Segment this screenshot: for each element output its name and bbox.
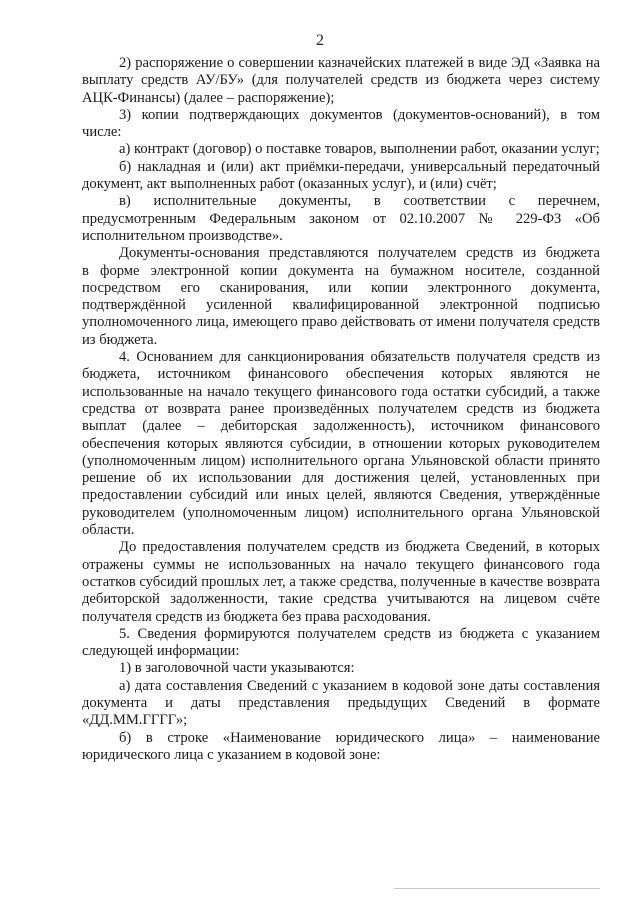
document-body: [82, 55, 600, 764]
paragraph-item-date: а) дата составления Сведений с указанием в кодовой зоне даты составления документа и даты представления предыдущих Сведений в формате «ДД.ММ.ГГГГ»;: [82, 677, 600, 729]
paragraph-supporting-documents: 3) копии подтверждающих документов (документов-оснований), в том числе:: [82, 106, 600, 141]
paragraph-header-part: 1) в заголовочной части указываются:: [119, 660, 355, 677]
paragraph-section-4: 4. Основанием для санкционирования обязательств получателя средств из бюджета, источником финансового обеспечения которых являются не использованные на начало текущего финансового года остатки субсидий, а также средства от возврата ранее произведённых получателем средств из бюджета выплат (далее – дебиторская задолженность), источником финансового обеспечения которых являются субсидии, в отношении которых руководителем (уполномоченным лицом) исполнительного органа Ульяновской области принято решение об их использовании для достижения целей, установленных при предоставлении субсидий или иных целей, являются Сведения, утверждённые руководителем (уполномоченным лицом) исполнительного органа Ульяновской области.: [82, 349, 600, 539]
paragraph-distribution-order: 2) распоряжение о совершении казначейских платежей в виде ЭД «Заявка на выплату средств АУ/БУ» (для получателей средств из бюджета через систему АЦК-Финансы) (далее – распоряжение);: [82, 55, 600, 106]
paragraph-item-contract: а) контракт (договор) о поставке товаров, выполнении работ, оказании услуг;: [119, 141, 600, 158]
paragraph-base-documents: Документы-основания представляются получателем средств из бюджета: [119, 245, 600, 262]
paragraph-electronic-copy: в форме электронной копии документа на бумажном носителе, созданной посредством его сканирования, или копии электронного документа, подтверждённой усиленной квалифицированной электронной подписью уполномоченного лица, имеющего право действовать от имени получателя средств из бюджета.: [82, 262, 600, 348]
paragraph-section-5: 5. Сведения формируются получателем средств из бюджета с указанием следующей информации:: [82, 625, 600, 660]
paragraph-item-enforcement-documents: в) исполнительные документы, в соответствии с перечнем, предусмотренным Федеральным законом от 02.10.2007 № 229-ФЗ «Об исполнительном производстве».: [82, 193, 600, 244]
scan-edge-line: [394, 888, 600, 889]
paragraph-item-invoice: б) накладная и (или) акт приёмки-передачи, универсальный передаточный документ, акт выполненных работ (оказанных услуг), и (или) счёт;: [82, 158, 600, 193]
paragraph-before-submission: До предоставления получателем средств из бюджета Сведений, в которых отражены суммы не использованных на начало текущего финансового года остатков субсидий прошлых лет, а также средства, полученные в качестве возврата дебиторской задолженности, такие средства учитываются на лицевом счёте получателя средств из бюджета без права расходования.: [82, 539, 600, 625]
paragraph-item-legal-entity: б) в строке «Наименование юридического лица» – наименование юридического лица с указанием в кодовой зоне:: [82, 729, 600, 763]
page-number: 2: [316, 32, 324, 49]
